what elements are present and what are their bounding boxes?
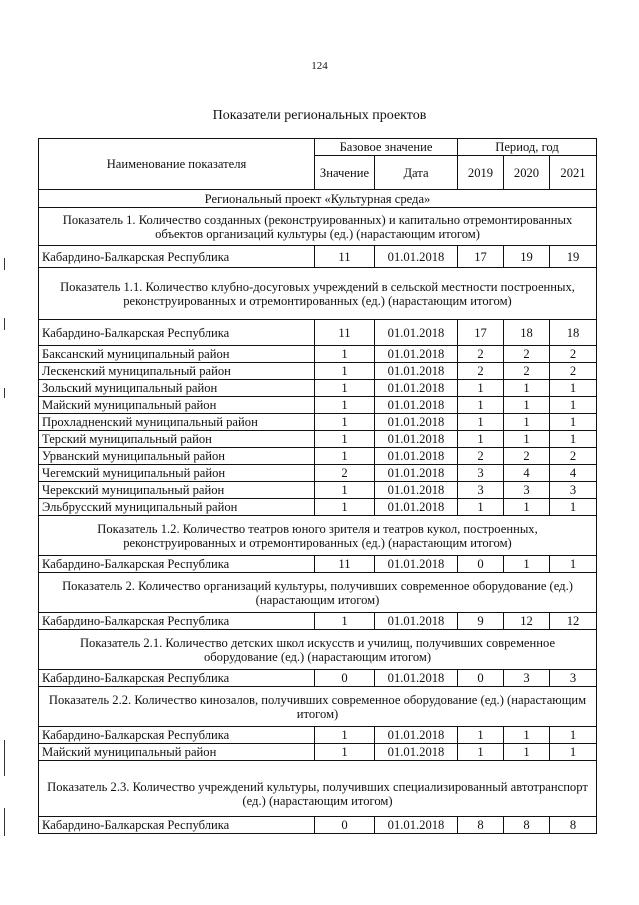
row-2019: 3 bbox=[458, 482, 504, 499]
row-2019: 3 bbox=[458, 465, 504, 482]
row-2019: 0 bbox=[458, 556, 504, 573]
header-date: Дата bbox=[375, 156, 458, 190]
section-row bbox=[39, 761, 597, 817]
row-date: 01.01.2018 bbox=[375, 817, 458, 834]
row-2019: 17 bbox=[458, 246, 504, 268]
row-2020: 1 bbox=[504, 744, 550, 761]
row-2020: 1 bbox=[504, 556, 550, 573]
row-date: 01.01.2018 bbox=[375, 613, 458, 630]
section-row bbox=[39, 630, 597, 670]
table-row bbox=[39, 613, 597, 630]
row-2020: 1 bbox=[504, 499, 550, 516]
row-name: Майский муниципальный район bbox=[39, 397, 315, 414]
row-date: 01.01.2018 bbox=[375, 320, 458, 346]
section-title: Региональный проект «Культурная среда» bbox=[39, 190, 597, 208]
header-year-2019: 2019 bbox=[458, 156, 504, 190]
row-2021: 19 bbox=[550, 246, 597, 268]
row-date: 01.01.2018 bbox=[375, 499, 458, 516]
row-2020: 19 bbox=[504, 246, 550, 268]
row-value: 1 bbox=[315, 448, 375, 465]
section-row bbox=[39, 208, 597, 246]
row-date: 01.01.2018 bbox=[375, 727, 458, 744]
row-2019: 1 bbox=[458, 727, 504, 744]
row-2019: 1 bbox=[458, 414, 504, 431]
row-date: 01.01.2018 bbox=[375, 363, 458, 380]
row-value: 1 bbox=[315, 380, 375, 397]
table-row bbox=[39, 499, 597, 516]
row-value: 11 bbox=[315, 320, 375, 346]
row-value: 0 bbox=[315, 817, 375, 834]
header-year-2021: 2021 bbox=[550, 156, 597, 190]
section-row bbox=[39, 190, 597, 208]
row-2020: 2 bbox=[504, 363, 550, 380]
row-value: 11 bbox=[315, 556, 375, 573]
row-name: Майский муниципальный район bbox=[39, 744, 315, 761]
row-name: Кабардино-Балкарская Республика bbox=[39, 556, 315, 573]
row-name: Кабардино-Балкарская Республика bbox=[39, 727, 315, 744]
row-value: 1 bbox=[315, 499, 375, 516]
table-row bbox=[39, 465, 597, 482]
row-2021: 1 bbox=[550, 414, 597, 431]
scan-margin-mark bbox=[4, 808, 5, 836]
indicator-title: Показатель 1. Количество созданных (реконструированных) и капитально отремонтированных объектов организаций культуры (ед.) (нарастающим итогом) bbox=[39, 208, 597, 246]
indicator-title: Показатель 2. Количество организаций культуры, получивших современное оборудование (ед.) (нарастающим итогом) bbox=[39, 573, 597, 613]
table-row bbox=[39, 397, 597, 414]
section-row bbox=[39, 573, 597, 613]
indicator-title: Показатель 1.1. Количество клубно-досуговых учреждений в сельской местности построенных, реконструированных и отремонтированных (ед.) (нарастающим итогом) bbox=[39, 268, 597, 320]
row-2020: 8 bbox=[504, 817, 550, 834]
row-2021: 8 bbox=[550, 817, 597, 834]
row-2021: 1 bbox=[550, 431, 597, 448]
table-row bbox=[39, 346, 597, 363]
row-date: 01.01.2018 bbox=[375, 397, 458, 414]
document-title: Показатели региональных проектов bbox=[212, 108, 427, 123]
row-2019: 1 bbox=[458, 380, 504, 397]
section-row bbox=[39, 268, 597, 320]
row-value: 1 bbox=[315, 414, 375, 431]
table-row bbox=[39, 414, 597, 431]
row-2021: 1 bbox=[550, 744, 597, 761]
row-2019: 1 bbox=[458, 431, 504, 448]
row-2021: 3 bbox=[550, 482, 597, 499]
row-2021: 1 bbox=[550, 556, 597, 573]
row-date: 01.01.2018 bbox=[375, 448, 458, 465]
row-name: Кабардино-Балкарская Республика bbox=[39, 320, 315, 346]
row-2020: 1 bbox=[504, 727, 550, 744]
row-2019: 9 bbox=[458, 613, 504, 630]
row-2021: 18 bbox=[550, 320, 597, 346]
scan-margin-mark bbox=[4, 740, 5, 776]
table-row bbox=[39, 363, 597, 380]
header-period: Период, год bbox=[458, 139, 597, 156]
row-date: 01.01.2018 bbox=[375, 556, 458, 573]
row-2021: 2 bbox=[550, 363, 597, 380]
row-2020: 4 bbox=[504, 465, 550, 482]
row-date: 01.01.2018 bbox=[375, 246, 458, 268]
row-date: 01.01.2018 bbox=[375, 431, 458, 448]
header-base-value: Базовое значение bbox=[315, 139, 458, 156]
row-2020: 12 bbox=[504, 613, 550, 630]
row-date: 01.01.2018 bbox=[375, 670, 458, 687]
indicators-table bbox=[38, 138, 597, 834]
table-row bbox=[39, 817, 597, 834]
row-2020: 3 bbox=[504, 482, 550, 499]
header-value: Значение bbox=[315, 156, 375, 190]
row-2021: 4 bbox=[550, 465, 597, 482]
row-2021: 1 bbox=[550, 499, 597, 516]
row-name: Лескенский муниципальный район bbox=[39, 363, 315, 380]
table-row bbox=[39, 556, 597, 573]
row-2019: 0 bbox=[458, 670, 504, 687]
table-row bbox=[39, 482, 597, 499]
page-number: 124 bbox=[311, 60, 328, 72]
row-name: Черекский муниципальный район bbox=[39, 482, 315, 499]
table-row bbox=[39, 727, 597, 744]
row-name: Чегемский муниципальный район bbox=[39, 465, 315, 482]
row-2019: 1 bbox=[458, 499, 504, 516]
table-row bbox=[39, 246, 597, 268]
row-2019: 2 bbox=[458, 346, 504, 363]
row-name: Прохладненский муниципальный район bbox=[39, 414, 315, 431]
row-value: 0 bbox=[315, 670, 375, 687]
row-2021: 1 bbox=[550, 380, 597, 397]
table-row bbox=[39, 448, 597, 465]
row-2019: 2 bbox=[458, 363, 504, 380]
scan-margin-mark bbox=[4, 388, 5, 398]
row-2019: 1 bbox=[458, 744, 504, 761]
row-2020: 1 bbox=[504, 397, 550, 414]
row-2021: 2 bbox=[550, 448, 597, 465]
row-value: 1 bbox=[315, 397, 375, 414]
indicator-title: Показатель 2.1. Количество детских школ искусств и училищ, получивших современное оборудование (ед.) (нарастающим итогом) bbox=[39, 630, 597, 670]
row-date: 01.01.2018 bbox=[375, 346, 458, 363]
row-value: 1 bbox=[315, 346, 375, 363]
row-name: Терский муниципальный район bbox=[39, 431, 315, 448]
row-value: 2 bbox=[315, 465, 375, 482]
row-2020: 18 bbox=[504, 320, 550, 346]
row-value: 1 bbox=[315, 431, 375, 448]
row-date: 01.01.2018 bbox=[375, 482, 458, 499]
row-2019: 2 bbox=[458, 448, 504, 465]
indicator-title: Показатель 2.2. Количество кинозалов, получивших современное оборудование (ед.) (нарастающим итогом) bbox=[39, 687, 597, 727]
row-name: Урванский муниципальный район bbox=[39, 448, 315, 465]
row-value: 1 bbox=[315, 744, 375, 761]
row-value: 1 bbox=[315, 363, 375, 380]
table-row bbox=[39, 670, 597, 687]
row-name: Кабардино-Балкарская Республика bbox=[39, 817, 315, 834]
table-row bbox=[39, 320, 597, 346]
row-name: Кабардино-Балкарская Республика bbox=[39, 613, 315, 630]
row-2021: 3 bbox=[550, 670, 597, 687]
row-2019: 8 bbox=[458, 817, 504, 834]
row-2020: 2 bbox=[504, 448, 550, 465]
table-header bbox=[39, 139, 597, 190]
row-2020: 1 bbox=[504, 431, 550, 448]
row-2020: 3 bbox=[504, 670, 550, 687]
row-2019: 1 bbox=[458, 397, 504, 414]
row-name: Кабардино-Балкарская Республика bbox=[39, 670, 315, 687]
row-date: 01.01.2018 bbox=[375, 465, 458, 482]
row-2021: 2 bbox=[550, 346, 597, 363]
row-name: Зольский муниципальный район bbox=[39, 380, 315, 397]
row-date: 01.01.2018 bbox=[375, 744, 458, 761]
table-row bbox=[39, 431, 597, 448]
row-value: 1 bbox=[315, 482, 375, 499]
row-name: Эльбрусский муниципальный район bbox=[39, 499, 315, 516]
row-2019: 17 bbox=[458, 320, 504, 346]
scan-margin-mark bbox=[4, 318, 5, 330]
table-row bbox=[39, 380, 597, 397]
row-name: Баксанский муниципальный район bbox=[39, 346, 315, 363]
row-date: 01.01.2018 bbox=[375, 414, 458, 431]
section-row bbox=[39, 516, 597, 556]
header-name: Наименование показателя bbox=[39, 139, 315, 190]
table-row bbox=[39, 744, 597, 761]
row-2020: 1 bbox=[504, 414, 550, 431]
indicator-title: Показатель 2.3. Количество учреждений культуры, получивших специализированный автотранспорт (ед.) (нарастающим итогом) bbox=[39, 761, 597, 817]
header-year-2020: 2020 bbox=[504, 156, 550, 190]
row-date: 01.01.2018 bbox=[375, 380, 458, 397]
row-2021: 1 bbox=[550, 727, 597, 744]
table-body bbox=[39, 190, 597, 834]
scan-margin-mark bbox=[4, 258, 5, 270]
row-value: 1 bbox=[315, 613, 375, 630]
row-value: 1 bbox=[315, 727, 375, 744]
row-2020: 2 bbox=[504, 346, 550, 363]
row-2021: 1 bbox=[550, 397, 597, 414]
row-value: 11 bbox=[315, 246, 375, 268]
row-2020: 1 bbox=[504, 380, 550, 397]
section-row bbox=[39, 687, 597, 727]
indicator-title: Показатель 1.2. Количество театров юного зрителя и театров кукол, построенных, реконструированных и отремонтированных (ед.) (нарастающим итогом) bbox=[39, 516, 597, 556]
row-name: Кабардино-Балкарская Республика bbox=[39, 246, 315, 268]
row-2021: 12 bbox=[550, 613, 597, 630]
